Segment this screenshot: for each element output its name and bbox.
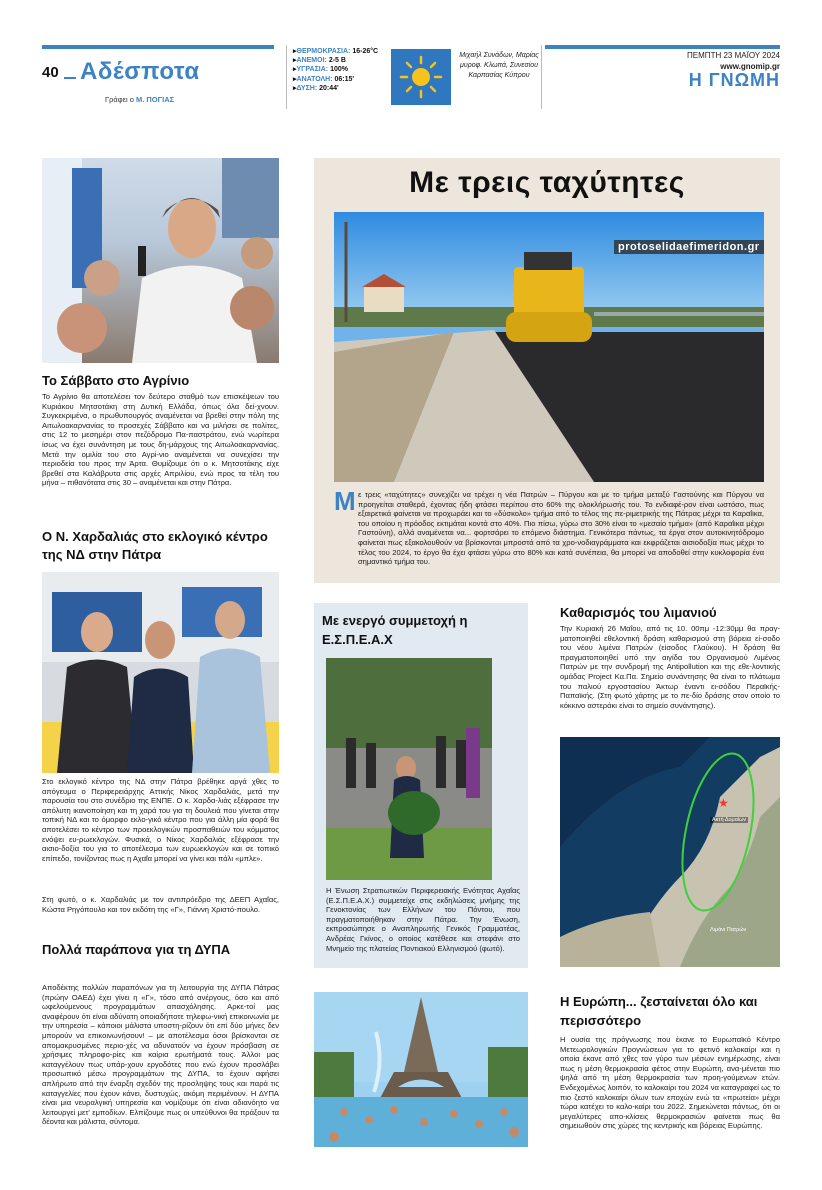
dypa-title: Πολλά παράπονα για τη ΔΥΠΑ — [42, 942, 231, 957]
chardalias-title: Ο Ν. Χαρδαλιάς στο εκλογικό κέντρο της ΝΔ στην Πάτρα — [42, 529, 268, 562]
editor-name: Μ. ΠΟΓΙΑΣ — [135, 95, 175, 104]
section-title: Αδέσποτα — [80, 58, 200, 85]
speeds-body: ε τρεις «ταχύτητες» συνεχίζει να τρέχει η νέα Πατρών – Πύργου και με το τμήμα μεταξύ Γαστούνης και Πύργου να προηγείται σταθερά, έχοντας ήδη φτάσει περίπου στο 60% της ολοκλήρωσής του. Το ενδιαφέ-ρον είναι ωστόσο, πως εξαιρετικά φαίνεται να προχωράει και το «δύσκολο» τμήμα από το τέλος της πε-ριμετρικής της Πάτρας μέχρι τα Καραΐικα, του οποίου η πρόοδος εκτιμάται κοντά στο 40%. Πιο πίσω, γύρω στο 30% είναι το «μεσαίο τμήμα» (από Καραΐικα μέχρι Γαστούνη), αλλά αναμένεται να... φορτσάρει το επόμενο διάστημα. Γενικότερα πάντως, τα έργα στον αυτοκινητόδρομο φαίνεται πως εξακολουθούν να βρίσκονται μπροστά από τα χρο-νοδιαγράμματα και εκφράζεται αισιοδοξία πως μέχρι το τέλος του 2024, το έργο θα έχει φτάσει γύρω στο 80% και κατά συνέπεια, θα μπορεί να αποδοθεί στην κυκλοφορία ένα σημαντικό τμήμα του. — [358, 490, 764, 567]
page-number: 40 — [42, 64, 59, 81]
speeds-drop-cap: Μ — [334, 486, 356, 516]
mitsotakis-photo — [42, 158, 279, 363]
port-body: Την Κυριακή 26 Μαΐου, από τις 10. 00πμ -12:30μμ θα πραγ-ματοποιηθεί εθελοντική δράση καθαρισμού στη βόρεια εί-σοδο του νέου λιμένα Πατρών (είσοδος Γλαύκου). Η δράση θα πραγματοποιηθεί υπό την αιγίδα του Οργανισμού Λιμένος Πατρών με την συνδρομή της Antipollution και της εθε-λοντικής ομάδας Project Κα.Πα. Σημείο συνάντησης θα είναι το πλάτωμα του παλιού εργοστασίου Άκτωρ έναντι ει-σόδου Περαϊκής-Παπαϊκής. (Στη φωτό χάρτης με το πε-δίο δράσης στον οποίο το κόκκινο αστεράκι είναι το σημείο συνάντησης). — [560, 624, 780, 710]
issue-date: ΠΕΜΠΤΗ 23 ΜΑΪΟΥ 2024 — [687, 51, 780, 60]
weather-temperature: ▸ΘΕΡΜΟΚΡΑΣΙΑ: 16-26°C — [293, 48, 379, 55]
svg-text:★: ★ — [718, 796, 729, 810]
espeax-photo — [326, 658, 492, 880]
espeax-body: Η Ένωση Στρατιωτικών Περιφερειακής Ενότητας Αχαΐας (Ε.Σ.Π.Ε.Α.Χ.) συμμετείχε στις εκδηλώσεις μνήμης της Γενοκτονίας των Ελλήνων του Πόντου, που πραγματοποιήθηκαν στην Πάτρα. Την Ένωση, εκπροσώπησε ο Αναπληρωτής Γενικός Γραμματέας, Ανδρέας Γκίνος, ο οποίος κατέθεσε και στεφάνι στο Μνημείο της πλατείας Ποντιακού Ελληνισμού (φωτό). — [326, 886, 520, 953]
watermark: protoselidaefimeridon.gr — [614, 240, 764, 254]
weather-humidity: ▸ΥΓΡΑΣΙΑ: 100% — [293, 66, 348, 74]
europe-body: Η ουσία της πρόγνωσης που έκανε το Ευρωπαϊκό Κέντρο Μετεωρολογικών Προγνώσεων για το φετινό καλοκαίρι και η οποία έκανε από χθες τον γύρο των μέσων ενημέρωσης, είναι πως η μέση θερμοκρασία φέτος στην Ευρώπη, ανα-μένεται πιο ψηλά από τη μέση θερμοκρασία των προη-γούμενων ετών. Ενδεχομένως λοιπόν, το καλοκαίρι του 2024 να καταγραφεί ως το πιο ζεστό καλοκαίρι όλων των εποχών ενώ τα «πρωτεία» μέχρι τώρα κατέχει το καλο-καίρι του 2022. Σημειώνεται πάντως, ότι οι μεγαλύτερες απο-κλίσεις θερμοκρασιών φαίνεται πως θα σημειωθούν στις χώρες της κεντρικής και βόρειας Ευρώπης. — [560, 1035, 780, 1131]
weather-wind: ▸ΑΝΕΜΟΙ: 2-5 B — [293, 57, 346, 65]
newspaper-logo: Η ΓΝΩΜΗ — [688, 70, 780, 90]
chardalias-caption: Στη φωτό, ο κ. Χαρδαλιάς με τον αντιπρόεδρο της ΔΕΕΠ Αχαΐας, Κώστα Ρηγόπουλο και τον εκδότη της «Γ», Γιάννη Χριστό-πουλο. — [42, 895, 279, 914]
espeax-title: Με ενεργό συμμετοχή η Ε.Σ.Π.Ε.Α.Χ — [322, 613, 468, 647]
editor-line — [105, 95, 174, 104]
europe-title: Η Ευρώπη... ζεσταίνεται όλο και περισσότερο — [560, 994, 758, 1028]
port-title: Καθαρισμός του λιμανιού — [560, 605, 717, 620]
dypa-body: Αποδέκτης πολλών παραπόνων για τη λειτουργία της ΔΥΠΑ Πάτρας (πρώην ΟΑΕΔ) έχει γίνει η «Γ», τόσο από ανέργους, όσο και από ωφελούμενους προγραμμάτων απασχόλησης. Αρκε-τοί μας αναφέρουν ότι είναι αδύνατη οποιαδήποτε τηλεφω-νική επικοινωνία με την υπηρεσία – κάποιοι μάλιστα υποστη-ρίζουν ότι επί δύο μήνες δεν μπορούν να επικοινωνήσουν! – με αποτέλεσμα όσοι βρίσκονται σε απομακρυσμένες περιο-χές να αδυνατούν να έχουν πρόσβαση σε χρήσιμες πληροφο-ρίες και καίρια ερωτήματά τους. Άλλοι μας καταγγέλουν πως υπάρ-χουν εργοδότες που ενώ έχουν προσλάβει προσωπικό μέσω προγραμμάτων της ΔΥΠΑ, το έχουν αφήσει απλήρωτο από την έναρξη σχεδόν της προσληψης τους και παρά τις καταγγελίες που έχουν κάνει, δυστυχώς, ακόμη περιμένουν. Η ΔΥΠΑ είναι μια νευραλγική υπηρεσία και νομίζουμε ότι είναι αδιανόητο να λειτουργεί μετ' εμποδίων. Ελπίζουμε πως οι υπεύθυνοι θα πράξουν τα δέοντα και μάλιστα, σύντομα. — [42, 983, 279, 1127]
header-rule-right — [545, 45, 780, 49]
weather-panel — [286, 45, 542, 109]
chardalias-photo — [42, 572, 279, 773]
namedays: Μιχαήλ Συνάδων, Μαρίας μυροφ. Κλωπά, Συνεσίου Καρπασίας Κύπρου — [459, 52, 539, 79]
header-rule-left — [42, 45, 274, 49]
section-title-dash — [64, 77, 76, 79]
agrinio-title: Το Σάββατο στο Αγρίνιο — [42, 373, 190, 388]
port-map — [560, 737, 780, 967]
chardalias-body: Στο εκλογικό κέντρο της ΝΔ στην Πάτρα βρέθηκε αργά χθες το απόγευμα ο Περιφερειάρχης Αττικής Νίκος Χαρδαλιάς, μετά την παρουσία του στο συνέδριο της ΕΝΠΕ. Ο κ. Χαρδα-λιάς εξέφρασε την απόλυτη ικανοποίηση και τη χαρά του για τη δουλειά που γίνεται στην τοπική ΝΔ και το όμορφο εκλο-γικό κέντρο που για άλλη μία φορά θα αποτελέσει το κέντρο των προεκλογικών προσπαθειών του κόμματος ενόψει ευ-ρωεκλογών. Φυσικά, ο Νίκος Χαρδαλιάς εξέφρασε την αισιο-δοξία του για το αποτέλεσμα των ευρωεκλογών και σε τοπικό επίπεδο, τονίζοντας πως η Αχαΐα μπορεί να γίνει και πάλι «μπλε». — [42, 777, 279, 863]
weather-sunrise: ▸ΑΝΑΤΟΛΗ: 06:15' — [293, 75, 355, 83]
speeds-title: Με τρεις ταχύτητες — [409, 166, 685, 199]
map-label-road: Ακτή Δυμαίων — [712, 817, 747, 823]
eiffel-photo — [314, 992, 528, 1147]
website: www.gnomip.gr — [720, 62, 780, 71]
editor-prefix: Γράφει ο — [105, 95, 134, 104]
weather-sunset: ▸ΔΥΣΗ: 20:44' — [293, 84, 339, 92]
sun-icon — [391, 49, 451, 105]
map-label-area: Λιμάνι Πατρών — [710, 927, 747, 933]
agrinio-body: Το Αγρίνιο θα αποτελέσει τον δεύτερο σταθμό των επισκέψεων του Κυριάκου Μητσοτάκη στη Δυτική Ελλάδα, όπως όλα δεί-χνουν. Συγκεκριμένα, ο πρωθυπουργός αναμένεται να βρεθεί στην πόλη της Αιτωλοακαρνανίας το προσεχές Σάββατο και να μιλήσει σε πολίτες, στις 12 το μεσημέρι στον πεζόδρομο Πα-παστράτου, ενώ νωρίτερα ίσως να έχει συνάντηση με τους δη-μάρχους της Αιτωλοακαρνανίας. Μετά την ομιλία του στο Αγρί-νιο αναμένεται να συνεχίσει την περιοδεία του προς την Άρτα. Θυμίζουμε ότι ο κ. Μητσοτάκης είχε βρεθεί στα Καλάβρυτα στις αρχές Απριλίου, ενώ προς τα τέλη του μήνα – πιθανότατα στις 30 – αναμένεται και στην Πάτρα. — [42, 392, 279, 488]
